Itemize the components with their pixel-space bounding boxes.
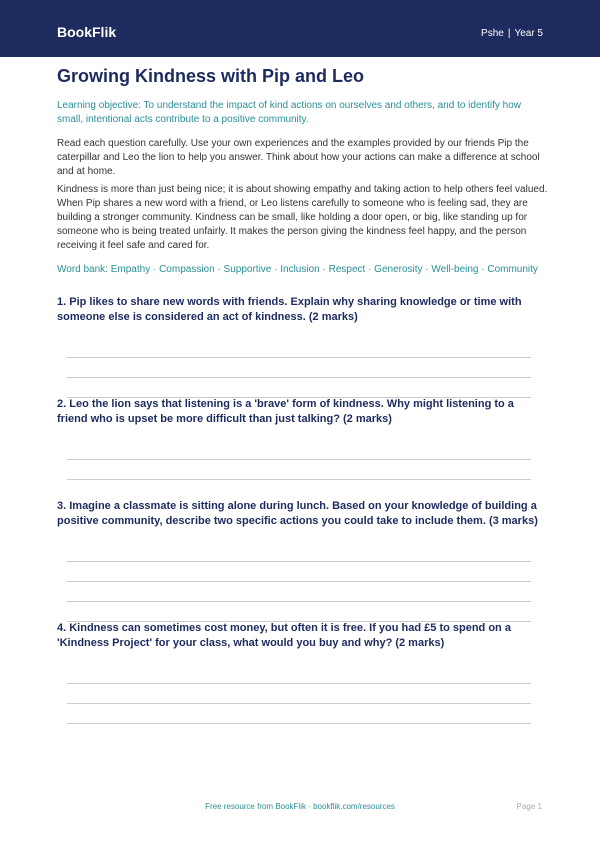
page-number: Page 1 (516, 802, 542, 811)
question-3: 3. Imagine a classmate is sitting alone during lunch. Based on your knowledge of building a positive community, describe two specific actions you could take to include them. (3 marks) (57, 500, 538, 527)
answer-line[interactable] (67, 561, 531, 562)
answer-line[interactable] (67, 479, 531, 480)
year-label: Year 5 (514, 28, 543, 39)
subject-label: Pshe (481, 28, 504, 39)
answer-line[interactable] (67, 357, 531, 358)
brand-logo: BookFlik (57, 24, 117, 40)
kindness-paragraph: Kindness is more than just being nice; it is about showing empathy and taking action to help others feel valued. When Pip shares a new word with a friend, or Leo listens carefully to someone who is feeling sad, they are building a stronger community. Kindness can be small, like holding a door open, or big, like standing up for someone who is being treated unfairly. It makes the person giving the kindness feel happy, and the person receiving it feel safe and cared for. (57, 184, 548, 251)
meta-separator: | (507, 28, 511, 39)
answer-line[interactable] (67, 601, 531, 602)
header-bar (0, 0, 600, 57)
footer-credit: Free resource from BookFlik · bookflik.com/resources (205, 802, 395, 811)
answer-line[interactable] (67, 723, 531, 724)
answer-line[interactable] (67, 683, 531, 684)
word-bank: Word bank: Empathy · Compassion · Supportive · Inclusion · Respect · Generosity · Well-being · Community (57, 264, 538, 275)
answer-line[interactable] (67, 703, 531, 704)
page-title: Growing Kindness with Pip and Leo (57, 66, 365, 86)
learning-objective: Learning objective: To understand the impact of kind actions on ourselves and others, and to identify how small, intentional acts contribute to a positive community. (57, 100, 521, 125)
question-1: 1. Pip likes to share new words with friends. Explain why sharing knowledge or time with someone else is considered an act of kindness. (2 marks) (57, 296, 522, 323)
answer-line[interactable] (67, 459, 531, 460)
answer-line[interactable] (67, 377, 531, 378)
subject-year (481, 28, 543, 39)
answer-line[interactable] (67, 581, 531, 582)
instructions-paragraph: Read each question carefully. Use your own experiences and the examples provided by our friends Pip the caterpillar and Leo the lion to help you answer. Think about how your actions can make a difference at school and at home. (57, 138, 540, 177)
question-2: 2. Leo the lion says that listening is a 'brave' form of kindness. Why might listening to a friend who is upset be more difficult than just talking? (2 marks) (57, 398, 514, 425)
question-4: 4. Kindness can sometimes cost money, but often it is free. If you had £5 to spend on a 'Kindness Project' for your class, what would you buy and why? (2 marks) (57, 622, 511, 649)
